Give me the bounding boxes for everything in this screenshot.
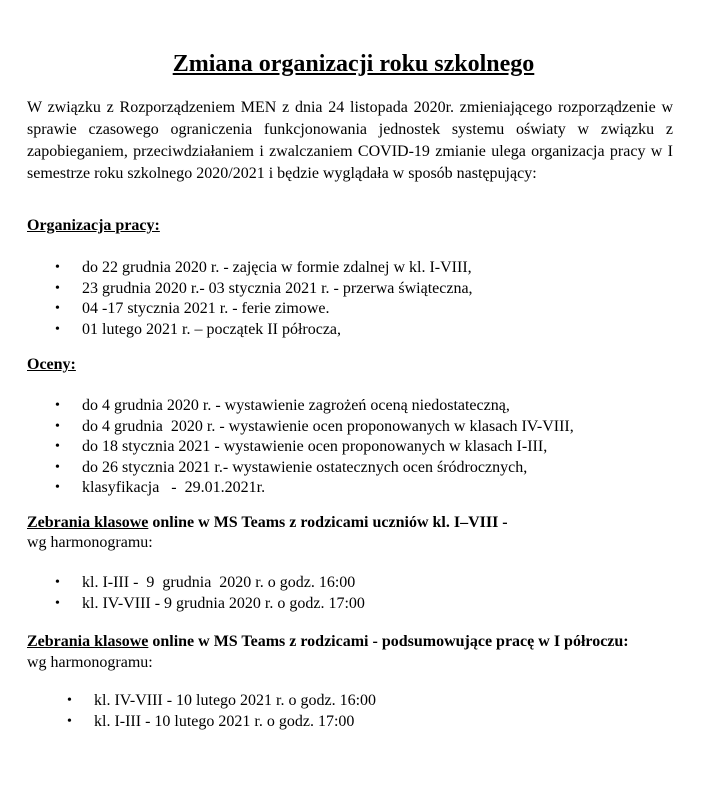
bullet-icon: • bbox=[55, 301, 60, 316]
section-subline-zebrania-2: wg harmonogramu: bbox=[27, 654, 153, 671]
section-heading-organizacja bbox=[27, 216, 160, 236]
list-item bbox=[55, 458, 574, 479]
bullet-icon: • bbox=[55, 575, 60, 590]
list-item-text: 01 lutego 2021 r. – początek II półrocza, bbox=[82, 320, 342, 338]
list-item bbox=[55, 417, 574, 438]
bullet-icon: • bbox=[55, 280, 60, 296]
list-item bbox=[55, 299, 473, 320]
list-item bbox=[55, 258, 473, 279]
list-item-text: klasyfikacja - 29.01.2021r. bbox=[82, 479, 266, 496]
list-item-text: do 26 stycznia 2021 r.- wystawienie ostatecznych ocen śródrocznych, bbox=[82, 458, 528, 476]
list-item bbox=[55, 279, 473, 300]
bullet-icon: • bbox=[55, 439, 60, 454]
bullet-icon: • bbox=[55, 480, 60, 495]
bullet-icon: • bbox=[55, 398, 60, 413]
list-item-text: 04 -17 stycznia 2021 r. - ferie zimowe. bbox=[82, 300, 330, 317]
list-item bbox=[55, 320, 473, 341]
section-heading-organizacja-text: Organizacja pracy: bbox=[27, 217, 160, 234]
list-oceny bbox=[55, 396, 574, 499]
bullet-icon: • bbox=[55, 418, 60, 434]
list-item bbox=[55, 437, 574, 458]
section-heading-zebrania-1-underlined: Zebrania klasowe bbox=[27, 514, 149, 531]
section-heading-zebrania-2 bbox=[27, 632, 629, 652]
document-title: Zmiana organizacji roku szkolnego bbox=[172, 51, 535, 77]
section-heading-zebrania-2-rest: online w MS Teams z rodzicami - podsumowujące pracę w I półroczu: bbox=[148, 633, 629, 650]
list-item bbox=[55, 594, 365, 615]
bullet-icon: • bbox=[67, 713, 72, 729]
list-item bbox=[67, 712, 376, 733]
bullet-icon: • bbox=[55, 595, 60, 611]
section-heading-oceny bbox=[27, 355, 76, 375]
list-item bbox=[55, 396, 574, 417]
list-item bbox=[67, 691, 376, 712]
list-item-text: kl. I-III - 9 grudnia 2020 r. o godz. 16:00 bbox=[82, 574, 356, 591]
bullet-icon: • bbox=[55, 459, 60, 475]
bullet-icon: • bbox=[55, 321, 60, 337]
section-heading-oceny-text: Oceny: bbox=[27, 356, 76, 373]
list-item-text: kl. I-III - 10 lutego 2021 r. o godz. 17:00 bbox=[94, 712, 355, 730]
intro-paragraph: W związku z Rozporządzeniem MEN z dnia 24 listopada 2020r. zmieniającego rozporządzenie w sprawie czasowego ograniczenia funkcjonowania jednostek systemu oświaty w związku z zapobieganiem, przeciwdziałaniem i zwalczaniem COVID-19 zmianie ulega organizacja pracy w I semestrze roku szkolnego 2020/2021 i będzie wyglądała w sposób następujący: bbox=[27, 99, 673, 182]
section-heading-zebrania-1-rest: online w MS Teams z rodzicami uczniów kl. I–VIII - bbox=[148, 514, 508, 531]
bullet-icon: • bbox=[67, 693, 72, 708]
section-heading-zebrania-1 bbox=[27, 513, 508, 533]
list-zebrania-2 bbox=[67, 691, 376, 732]
list-item-text: kl. IV-VIII - 10 lutego 2021 r. o godz. 16:00 bbox=[94, 692, 377, 709]
list-item-text: do 4 grudnia 2020 r. - wystawienie zagrożeń oceną niedostateczną, bbox=[82, 397, 510, 414]
bullet-icon: • bbox=[55, 260, 60, 275]
list-item-text: do 18 stycznia 2021 - wystawienie ocen proponowanych w klasach I-III, bbox=[82, 438, 548, 455]
list-item-text: do 22 grudnia 2020 r. - zajęcia w formie zdalnej w kl. I-VIII, bbox=[82, 259, 472, 276]
list-item-text: 23 grudnia 2020 r.- 03 stycznia 2021 r. - przerwa świąteczna, bbox=[82, 279, 473, 297]
section-heading-zebrania-2-underlined: Zebrania klasowe bbox=[27, 633, 149, 650]
list-item bbox=[55, 478, 574, 499]
list-item-text: kl. IV-VIII - 9 grudnia 2020 r. o godz. 17:00 bbox=[82, 594, 365, 612]
section-subline-zebrania-1: wg harmonogramu: bbox=[27, 534, 153, 551]
list-item-text: do 4 grudnia 2020 r. - wystawienie ocen proponowanych w klasach IV-VIII, bbox=[82, 417, 574, 435]
list-zebrania-1 bbox=[55, 573, 365, 614]
list-item bbox=[55, 573, 365, 594]
list-organizacja bbox=[55, 258, 473, 340]
